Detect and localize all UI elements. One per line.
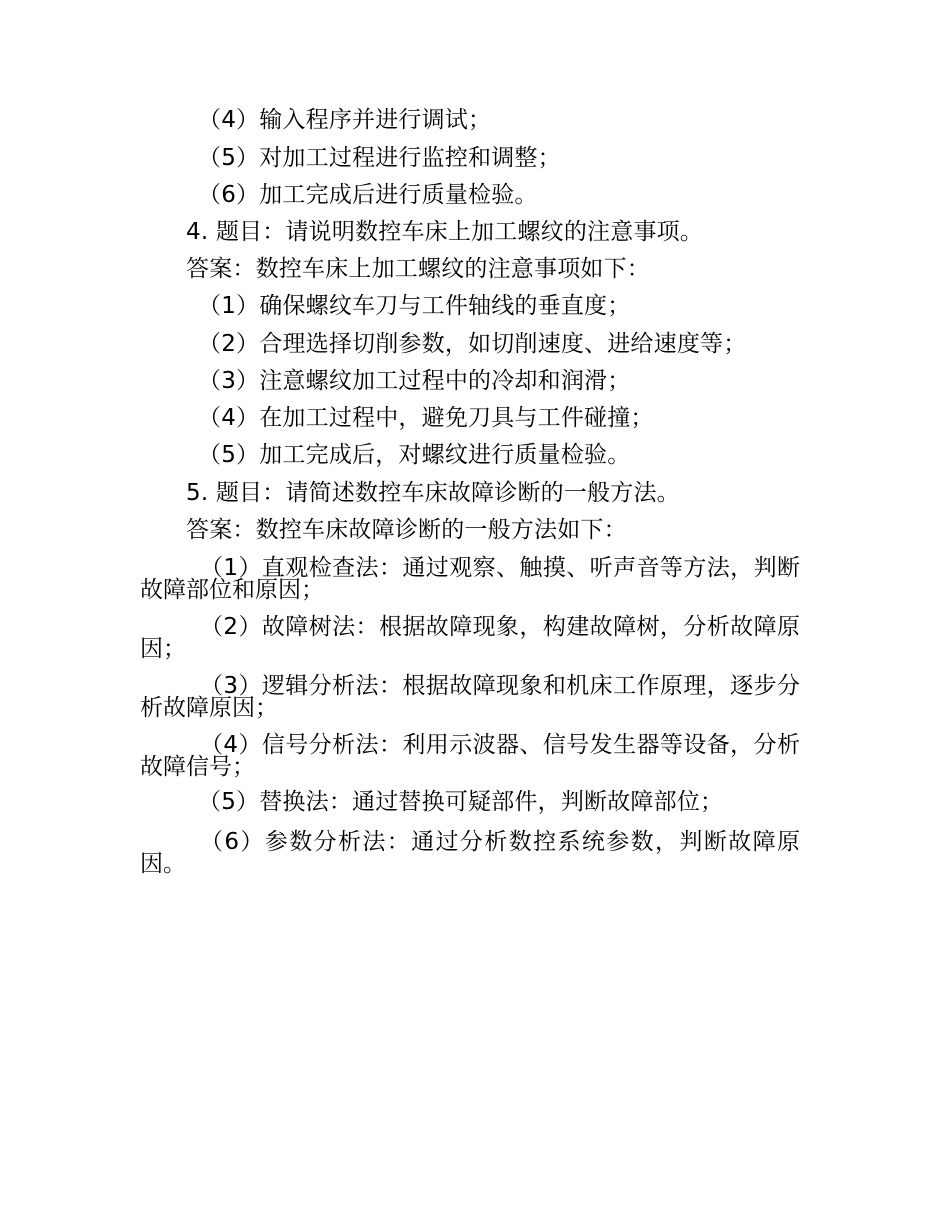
text-line: （5）对加工过程进行监控和调整； bbox=[198, 145, 561, 171]
text-line: （4）在加工过程中，避免刀具与工件碰撞； bbox=[198, 405, 654, 431]
text-line: （2）合理选择切削参数，如切削速度、进给速度等； bbox=[198, 331, 747, 357]
wrapped-paragraph: （4）信号分析法：利用示波器、信号发生器等设备，分析故障信号； bbox=[140, 732, 800, 780]
text-line: （4）输入程序并进行调试； bbox=[198, 107, 492, 133]
text-line: （1）确保螺纹车刀与工件轴线的垂直度； bbox=[198, 293, 631, 319]
text-line: （5）加工完成后，对螺纹进行质量检验。 bbox=[198, 442, 631, 468]
answer-intro: 答案：数控车床故障诊断的一般方法如下： bbox=[186, 517, 627, 543]
text-line: （6）加工完成后进行质量检验。 bbox=[198, 182, 538, 208]
text-line: （3）注意螺纹加工过程中的冷却和润滑； bbox=[198, 368, 631, 394]
wrapped-paragraph: （3）逻辑分析法：根据故障现象和机床工作原理，逐步分析故障原因； bbox=[140, 673, 800, 721]
wrapped-paragraph: （1）直观检查法：通过观察、触摸、听声音等方法，判断故障部位和原因； bbox=[140, 555, 800, 603]
question-heading: 5. 题目：请简述数控车床故障诊断的一般方法。 bbox=[186, 480, 680, 506]
wrapped-paragraph: （2）故障树法：根据故障现象，构建故障树，分析故障原因； bbox=[140, 614, 800, 662]
text-line: （5）替换法：通过替换可疑部件，判断故障部位； bbox=[198, 789, 724, 815]
wrapped-paragraph: （6）参数分析法：通过分析数控系统参数，判断故障原因。 bbox=[140, 829, 800, 877]
answer-intro: 答案：数控车床上加工螺纹的注意事项如下： bbox=[186, 256, 650, 282]
question-heading: 4. 题目：请说明数控车床上加工螺纹的注意事项。 bbox=[186, 219, 704, 245]
